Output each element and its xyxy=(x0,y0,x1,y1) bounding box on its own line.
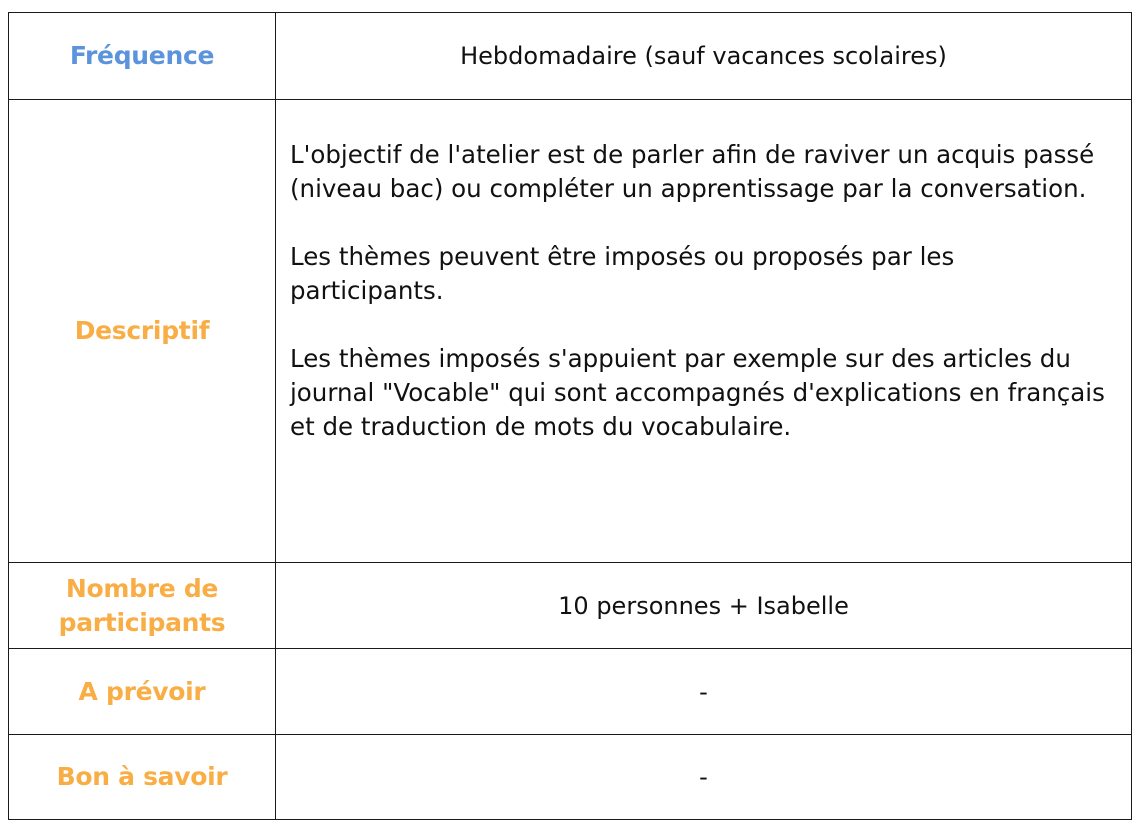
activity-info-table xyxy=(8,12,1132,820)
label-nombre-participants: Nombre de participants xyxy=(9,563,276,648)
row-descriptif xyxy=(9,99,1131,562)
label-bon-a-savoir: Bon à savoir xyxy=(9,735,276,819)
value-descriptif xyxy=(276,100,1131,562)
descriptif-paragraph-1: L'objectif de l'atelier est de parler afin de raviver un acquis passé (niveau bac) ou compléter un apprentissage par la conversation. xyxy=(290,140,1095,203)
descriptif-paragraph-2: Les thèmes peuvent être imposés ou proposés par les participants. xyxy=(290,242,955,305)
label-descriptif: Descriptif xyxy=(9,100,276,562)
label-a-prevoir: A prévoir xyxy=(9,649,276,734)
label-frequence: Fréquence xyxy=(9,13,276,99)
value-frequence: Hebdomadaire (sauf vacances scolaires) xyxy=(460,42,947,70)
value-nombre-participants: 10 personnes + Isabelle xyxy=(558,591,849,620)
row-frequence xyxy=(9,13,1131,99)
descriptif-paragraph-3: Les thèmes imposés s'appuient par exemple sur des articles du journal "Vocable" qui sont accompagnés d'explications en français et de traduction de mots du vocabulaire. xyxy=(290,344,1105,441)
row-nombre-participants xyxy=(9,562,1131,648)
value-a-prevoir: - xyxy=(699,677,708,706)
row-a-prevoir xyxy=(9,648,1131,734)
value-bon-a-savoir: - xyxy=(699,763,708,791)
row-bon-a-savoir xyxy=(9,734,1131,819)
